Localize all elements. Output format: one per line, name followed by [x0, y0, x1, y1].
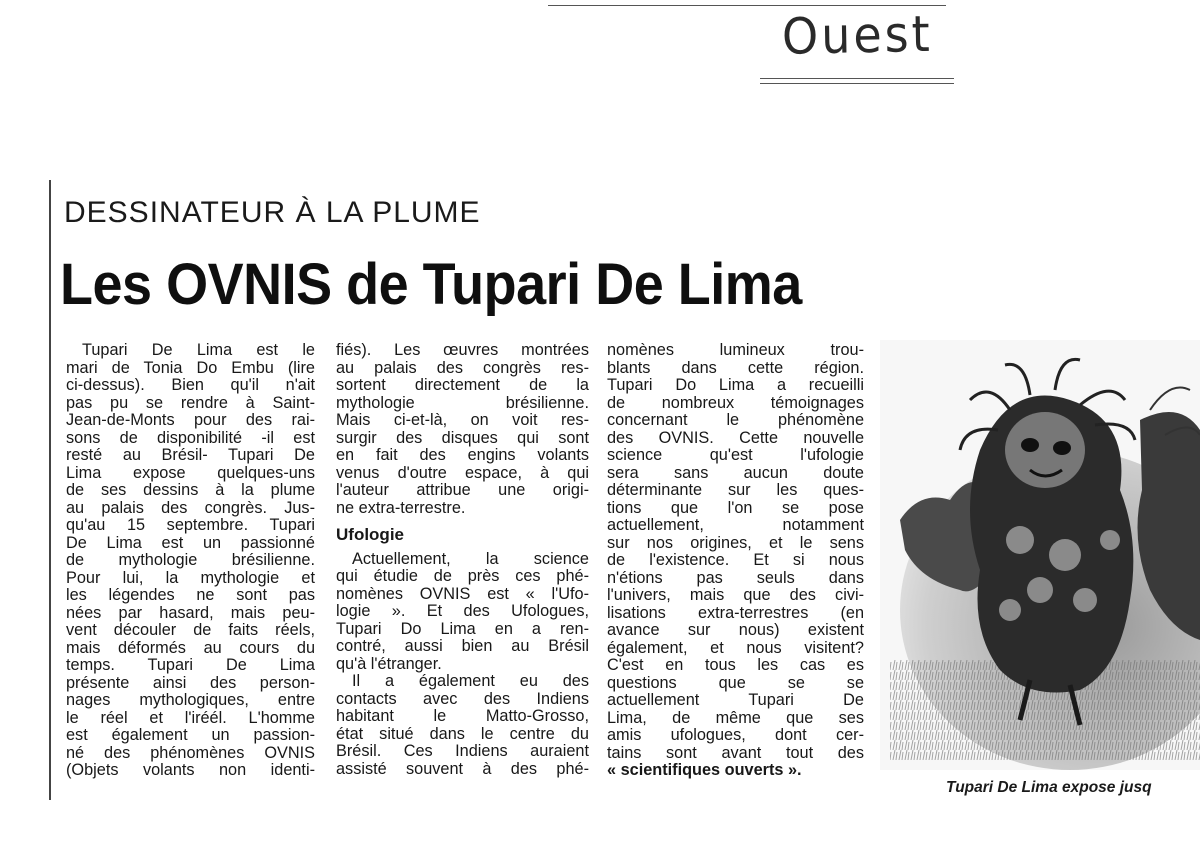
column-line: est également un passion- — [66, 726, 315, 744]
column-line: né des phénomènes OVNIS — [66, 743, 315, 762]
column-line: lisations extra-terrestres (en — [607, 603, 864, 622]
column-line: Pour lui, la mythologie et — [66, 568, 315, 587]
column-line: en fait des engins volants — [336, 446, 589, 464]
column-line: sons de disponibilité -il est — [66, 428, 315, 447]
column-line: au palais des congrès. Jus- — [66, 498, 315, 517]
column-line: nomènes OVNIS est « l'Ufo- — [336, 584, 589, 603]
column-line: des OVNIS. Cette nouvelle — [607, 428, 864, 447]
column-line: l'univers, mais que des civi- — [607, 586, 864, 604]
column-line: nomènes lumineux trou- — [607, 341, 864, 359]
column-line: De Lima est un passionné — [66, 533, 315, 552]
column-line: contré, aussi bien au Brésil — [336, 637, 589, 655]
column-line: qu'au 15 septembre. Tupari — [66, 516, 315, 534]
column-line: pas pu se rendre à Saint- — [66, 393, 315, 412]
clipping-left-edge — [49, 180, 51, 800]
article-column-1 — [66, 342, 315, 780]
note-underline — [760, 78, 954, 79]
column-line: Tupari Do Lima en a ren- — [336, 619, 589, 638]
column-line: amis ufologues, dont cer- — [607, 726, 864, 744]
column-line: sera sans aucun doute — [607, 463, 864, 482]
column-line: mais déformés au cours du — [66, 638, 315, 657]
column-line: présente ainsi des person- — [66, 673, 315, 692]
column-line: également, et nous visitent? — [607, 638, 864, 657]
column-line: de ses dessins à la plume — [66, 481, 315, 499]
column-line: nages mythologiques, entre — [66, 691, 315, 709]
column-line: fiés). Les œuvres montrées — [336, 341, 589, 359]
creature-drawing-photo — [880, 340, 1200, 770]
column-line: C'est en tous les cas es — [607, 656, 864, 674]
column-line: tains sont avant tout des — [607, 743, 864, 762]
column-line: au palais des congrès res- — [336, 358, 589, 377]
column-line: Jean-de-Monts pour des rai- — [66, 411, 315, 429]
column-line: concernant le phénomène — [607, 411, 864, 429]
section-subhead: Ufologie — [336, 525, 404, 544]
column-line: « scientifiques ouverts ». — [607, 761, 802, 779]
column-line: nées par hasard, mais peu- — [66, 603, 315, 622]
column-line: questions que se se — [607, 673, 864, 692]
column-line: le réel et l'iréél. L'homme — [66, 708, 315, 727]
column-line: déterminante sur les ques- — [607, 481, 864, 499]
column-line: logie ». Et des Ufologues, — [336, 602, 589, 620]
note-underline-2 — [760, 83, 954, 84]
column-line: Tupari Do Lima a recueilli — [607, 376, 864, 394]
column-line: de nombreux témoignages — [607, 393, 864, 412]
article-column-3 — [607, 342, 864, 780]
column-line: Lima expose quelques-uns — [66, 463, 315, 482]
column-line: blants dans cette région. — [607, 358, 864, 377]
column-line: de l'existence. Et si nous — [607, 551, 864, 569]
column-line: habitant le Matto-Grosso, — [336, 707, 589, 725]
column-line: contacts avec des Indiens — [336, 689, 589, 708]
column-line: (Objets volants non identi- — [66, 761, 315, 779]
column-line: qu'à l'étranger. — [336, 654, 442, 673]
column-line: tions que l'on se pose — [607, 498, 864, 517]
handwritten-note: Ouest — [781, 4, 934, 66]
column-line: sortent directement de la — [336, 376, 589, 394]
column-line: mari de Tonia Do Embu (lire — [66, 358, 315, 377]
column-line: Il a également eu des — [352, 672, 589, 690]
column-line: ne extra-terrestre. — [336, 498, 466, 517]
column-line: les légendes ne sont pas — [66, 586, 315, 604]
column-line: mythologie brésilienne. — [336, 393, 589, 412]
column-line: Actuellement, la science — [352, 549, 589, 568]
column-line: sur nos origines, et le sens — [607, 533, 864, 552]
column-line: temps. Tupari De Lima — [66, 656, 315, 674]
column-line: Lima, de même que ses — [607, 708, 864, 727]
photo-caption: Tupari De Lima expose jusq — [946, 779, 1152, 796]
column-line: resté au Brésil- Tupari De — [66, 446, 315, 464]
column-line: n'étions pas seuls dans — [607, 568, 864, 587]
column-line: assisté souvent à des phé- — [336, 759, 589, 778]
column-line: l'auteur attribue une origi- — [336, 481, 589, 499]
column-line: venus d'outre espace, à qui — [336, 463, 589, 482]
column-line: Tupari De Lima est le — [82, 341, 315, 359]
column-line: état situé dans le centre du — [336, 724, 589, 743]
column-line: vent découler de faits réels, — [66, 621, 315, 639]
column-line: ci-dessus). Bien qu'il n'ait — [66, 376, 315, 394]
column-line: Brésil. Ces Indiens auraient — [336, 742, 589, 760]
column-line: surgir des disques qui sont — [336, 428, 589, 447]
column-line: qui étudie de près ces phé- — [336, 567, 589, 585]
article-headline: Les OVNIS de Tupari De Lima — [60, 252, 802, 317]
column-line: actuellement, notamment — [607, 516, 864, 534]
column-line: science qu'est l'ufologie — [607, 446, 864, 464]
article-column-2 — [336, 342, 589, 778]
column-line: Mais ci-et-là, on voit res- — [336, 411, 589, 429]
column-line: de mythologie brésilienne. — [66, 551, 315, 569]
column-line: actuellement Tupari De — [607, 691, 864, 709]
article-kicker: DESSINATEUR À LA PLUME — [64, 196, 481, 229]
column-line: avance sur nous) existent — [607, 621, 864, 639]
